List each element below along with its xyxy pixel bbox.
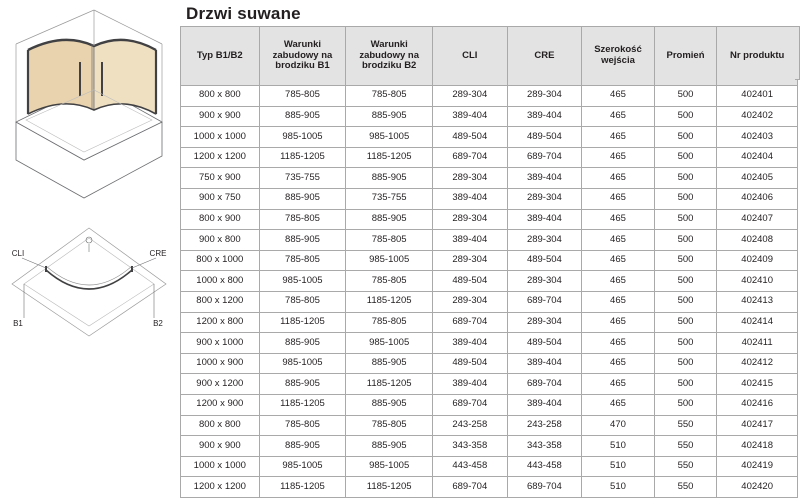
cell-type: 900 x 900 xyxy=(181,106,260,127)
cell-product-no[interactable]: 402407 xyxy=(717,209,798,230)
table-row xyxy=(181,477,798,498)
table-row xyxy=(181,394,798,415)
cell-radius: 550 xyxy=(654,436,717,457)
cell-entry-width: 470 xyxy=(582,415,655,436)
cell-entry-width: 465 xyxy=(582,312,655,333)
label-cre: CRE xyxy=(149,249,167,258)
table-row xyxy=(181,168,798,189)
cell-cre: 689-704 xyxy=(507,291,582,312)
col-header-product-no: Nr produktu xyxy=(717,27,798,86)
cell-type: 1200 x 1200 xyxy=(181,477,260,498)
cell-product-no[interactable]: 402420 xyxy=(717,477,798,498)
cell-cli: 289-304 xyxy=(433,291,508,312)
cell-type: 900 x 750 xyxy=(181,188,260,209)
cell-cli: 289-304 xyxy=(433,209,508,230)
cell-cre: 289-304 xyxy=(507,188,582,209)
cell-b2: 735-755 xyxy=(346,188,433,209)
cell-cre: 243-258 xyxy=(507,415,582,436)
cell-product-no[interactable]: 402406 xyxy=(717,188,798,209)
cell-b2: 785-805 xyxy=(346,230,433,251)
cell-type: 1200 x 1200 xyxy=(181,147,260,168)
cell-b1: 1185-1205 xyxy=(259,147,346,168)
spec-table-body xyxy=(181,86,798,498)
page-title: Drzwi suwane xyxy=(186,4,301,23)
cell-b2: 785-805 xyxy=(346,415,433,436)
table-row xyxy=(181,333,798,354)
cell-cli: 289-304 xyxy=(433,86,508,107)
cell-b1: 785-805 xyxy=(259,291,346,312)
cell-b2: 785-805 xyxy=(346,271,433,292)
spec-table-wrap xyxy=(180,26,800,498)
cell-b2: 785-805 xyxy=(346,86,433,107)
cell-b1: 785-805 xyxy=(259,209,346,230)
cell-b2: 885-905 xyxy=(346,106,433,127)
cell-product-no[interactable]: 402408 xyxy=(717,230,798,251)
cell-b1: 735-755 xyxy=(259,168,346,189)
cell-b2: 985-1005 xyxy=(346,456,433,477)
table-row xyxy=(181,209,798,230)
cell-type: 1000 x 900 xyxy=(181,353,260,374)
cell-product-no[interactable]: 402402 xyxy=(717,106,798,127)
cell-radius: 500 xyxy=(654,127,717,148)
cell-b1: 885-905 xyxy=(259,374,346,395)
cell-type: 800 x 1000 xyxy=(181,250,260,271)
cell-b1: 885-905 xyxy=(259,106,346,127)
table-row xyxy=(181,436,798,457)
cell-b1: 885-905 xyxy=(259,333,346,354)
cell-b2: 985-1005 xyxy=(346,333,433,354)
cell-entry-width: 465 xyxy=(582,394,655,415)
table-row xyxy=(181,456,798,477)
cell-cre: 289-304 xyxy=(507,312,582,333)
cell-entry-width: 465 xyxy=(582,168,655,189)
col-header-cli: CLI xyxy=(433,27,508,86)
cell-cli: 389-404 xyxy=(433,230,508,251)
cell-product-no[interactable]: 402404 xyxy=(717,147,798,168)
cell-radius: 550 xyxy=(654,477,717,498)
cell-b2: 1185-1205 xyxy=(346,291,433,312)
cell-type: 1000 x 1000 xyxy=(181,456,260,477)
pentagonal-shower-plan-dimension-drawing xyxy=(6,222,172,342)
cell-radius: 500 xyxy=(654,147,717,168)
cell-cli: 489-504 xyxy=(433,127,508,148)
cell-type: 750 x 900 xyxy=(181,168,260,189)
cell-radius: 500 xyxy=(654,209,717,230)
cell-product-no[interactable]: 402412 xyxy=(717,353,798,374)
cell-radius: 500 xyxy=(654,250,717,271)
cell-cre: 389-404 xyxy=(507,168,582,189)
cell-product-no[interactable]: 402401 xyxy=(717,86,798,107)
table-row xyxy=(181,106,798,127)
cell-product-no[interactable]: 402409 xyxy=(717,250,798,271)
cell-cli: 389-404 xyxy=(433,333,508,354)
cell-entry-width: 465 xyxy=(582,333,655,354)
cell-entry-width: 465 xyxy=(582,374,655,395)
cell-cre: 689-704 xyxy=(507,147,582,168)
cell-cli: 289-304 xyxy=(433,250,508,271)
cell-product-no[interactable]: 402411 xyxy=(717,333,798,354)
cell-type: 1000 x 1000 xyxy=(181,127,260,148)
label-cli: CLI xyxy=(11,249,25,258)
cell-type: 1000 x 800 xyxy=(181,271,260,292)
cell-radius: 500 xyxy=(654,168,717,189)
table-row xyxy=(181,188,798,209)
cell-type: 800 x 800 xyxy=(181,415,260,436)
table-right-edge-sliver xyxy=(795,26,800,80)
cell-b1: 985-1005 xyxy=(259,456,346,477)
cell-b2: 885-905 xyxy=(346,168,433,189)
cell-cli: 289-304 xyxy=(433,168,508,189)
cell-cre: 689-704 xyxy=(507,374,582,395)
cell-b2: 785-805 xyxy=(346,312,433,333)
cell-b1: 985-1005 xyxy=(259,127,346,148)
cell-cli: 243-258 xyxy=(433,415,508,436)
col-header-type: Typ B1/B2 xyxy=(181,27,260,86)
cell-cre: 389-404 xyxy=(507,106,582,127)
col-header-b2: Warunki zabudowy na brodziku B2 xyxy=(346,27,433,86)
label-b1: B1 xyxy=(13,319,23,328)
cell-b1: 1185-1205 xyxy=(259,477,346,498)
cell-type: 900 x 1200 xyxy=(181,374,260,395)
cell-entry-width: 465 xyxy=(582,106,655,127)
table-row xyxy=(181,147,798,168)
table-row xyxy=(181,291,798,312)
quarter-round-sliding-shower-enclosure-drawing xyxy=(6,10,172,215)
cell-radius: 500 xyxy=(654,230,717,251)
cell-entry-width: 465 xyxy=(582,353,655,374)
cell-radius: 500 xyxy=(654,188,717,209)
col-header-radius: Promień xyxy=(654,27,717,86)
cell-product-no[interactable]: 402405 xyxy=(717,168,798,189)
cell-b2: 1185-1205 xyxy=(346,477,433,498)
cell-b1: 885-905 xyxy=(259,230,346,251)
cell-cli: 689-704 xyxy=(433,477,508,498)
cell-radius: 500 xyxy=(654,312,717,333)
cell-cre: 389-404 xyxy=(507,209,582,230)
cell-b1: 785-805 xyxy=(259,250,346,271)
cell-cli: 443-458 xyxy=(433,456,508,477)
table-row xyxy=(181,86,798,107)
cell-cli: 489-504 xyxy=(433,353,508,374)
cell-product-no[interactable]: 402419 xyxy=(717,456,798,477)
cell-cli: 389-404 xyxy=(433,188,508,209)
cell-b1: 885-905 xyxy=(259,436,346,457)
table-row xyxy=(181,230,798,251)
cell-b2: 885-905 xyxy=(346,209,433,230)
cell-cre: 489-504 xyxy=(507,333,582,354)
cell-product-no[interactable]: 402410 xyxy=(717,271,798,292)
cell-product-no[interactable]: 402403 xyxy=(717,127,798,148)
cell-cli: 689-704 xyxy=(433,394,508,415)
cell-cli: 343-358 xyxy=(433,436,508,457)
table-row xyxy=(181,353,798,374)
cell-radius: 500 xyxy=(654,394,717,415)
cell-type: 900 x 1000 xyxy=(181,333,260,354)
cell-type: 1200 x 800 xyxy=(181,312,260,333)
cell-cre: 289-304 xyxy=(507,230,582,251)
cell-cre: 389-404 xyxy=(507,394,582,415)
cell-radius: 500 xyxy=(654,333,717,354)
cell-b2: 985-1005 xyxy=(346,127,433,148)
col-header-cre: CRE xyxy=(507,27,582,86)
cell-entry-width: 465 xyxy=(582,209,655,230)
cell-b1: 785-805 xyxy=(259,415,346,436)
cell-cli: 489-504 xyxy=(433,271,508,292)
cell-radius: 500 xyxy=(654,106,717,127)
cell-cli: 689-704 xyxy=(433,147,508,168)
cell-cli: 389-404 xyxy=(433,374,508,395)
cell-entry-width: 465 xyxy=(582,271,655,292)
cell-entry-width: 465 xyxy=(582,147,655,168)
header-row xyxy=(181,27,798,86)
cell-b1: 1185-1205 xyxy=(259,312,346,333)
cell-b1: 985-1005 xyxy=(259,271,346,292)
cell-b2: 985-1005 xyxy=(346,250,433,271)
cell-type: 800 x 800 xyxy=(181,86,260,107)
cell-b2: 885-905 xyxy=(346,436,433,457)
cell-cre: 289-304 xyxy=(507,86,582,107)
cell-entry-width: 465 xyxy=(582,86,655,107)
cell-product-no[interactable]: 402418 xyxy=(717,436,798,457)
cell-entry-width: 510 xyxy=(582,436,655,457)
cell-b2: 1185-1205 xyxy=(346,147,433,168)
cell-type: 1200 x 900 xyxy=(181,394,260,415)
cell-radius: 500 xyxy=(654,271,717,292)
cell-type: 800 x 1200 xyxy=(181,291,260,312)
table-row xyxy=(181,127,798,148)
cell-radius: 500 xyxy=(654,86,717,107)
cell-type: 800 x 900 xyxy=(181,209,260,230)
col-header-b1: Warunki zabudowy na brodziku B1 xyxy=(259,27,346,86)
cell-cre: 689-704 xyxy=(507,477,582,498)
table-row xyxy=(181,374,798,395)
cell-entry-width: 465 xyxy=(582,230,655,251)
cell-b2: 885-905 xyxy=(346,353,433,374)
cell-entry-width: 465 xyxy=(582,188,655,209)
cell-b1: 885-905 xyxy=(259,188,346,209)
cell-b2: 885-905 xyxy=(346,394,433,415)
table-row xyxy=(181,271,798,292)
cell-cli: 389-404 xyxy=(433,106,508,127)
cell-product-no[interactable]: 402416 xyxy=(717,394,798,415)
cell-entry-width: 465 xyxy=(582,127,655,148)
cell-product-no[interactable]: 402417 xyxy=(717,415,798,436)
illustration-column xyxy=(0,0,178,465)
cell-radius: 500 xyxy=(654,374,717,395)
cell-cre: 489-504 xyxy=(507,127,582,148)
cell-cre: 389-404 xyxy=(507,353,582,374)
cell-b2: 1185-1205 xyxy=(346,374,433,395)
cell-cre: 443-458 xyxy=(507,456,582,477)
cell-entry-width: 465 xyxy=(582,291,655,312)
cell-product-no[interactable]: 402414 xyxy=(717,312,798,333)
cell-radius: 500 xyxy=(654,291,717,312)
cell-type: 900 x 900 xyxy=(181,436,260,457)
spec-table xyxy=(180,26,798,498)
table-row xyxy=(181,250,798,271)
spec-table-head xyxy=(181,27,798,86)
table-row xyxy=(181,415,798,436)
cell-b1: 785-805 xyxy=(259,86,346,107)
label-b2: B2 xyxy=(153,319,163,328)
cell-entry-width: 465 xyxy=(582,250,655,271)
cell-product-no[interactable]: 402415 xyxy=(717,374,798,395)
cell-radius: 550 xyxy=(654,415,717,436)
cell-entry-width: 510 xyxy=(582,477,655,498)
cell-b1: 1185-1205 xyxy=(259,394,346,415)
table-row xyxy=(181,312,798,333)
cell-cli: 689-704 xyxy=(433,312,508,333)
cell-radius: 500 xyxy=(654,353,717,374)
cell-radius: 550 xyxy=(654,456,717,477)
cell-product-no[interactable]: 402413 xyxy=(717,291,798,312)
col-header-entry-width: Szerokość wejścia xyxy=(582,27,655,86)
cell-entry-width: 510 xyxy=(582,456,655,477)
cell-cre: 289-304 xyxy=(507,271,582,292)
cell-type: 900 x 800 xyxy=(181,230,260,251)
cell-b1: 985-1005 xyxy=(259,353,346,374)
cell-cre: 343-358 xyxy=(507,436,582,457)
cell-cre: 489-504 xyxy=(507,250,582,271)
